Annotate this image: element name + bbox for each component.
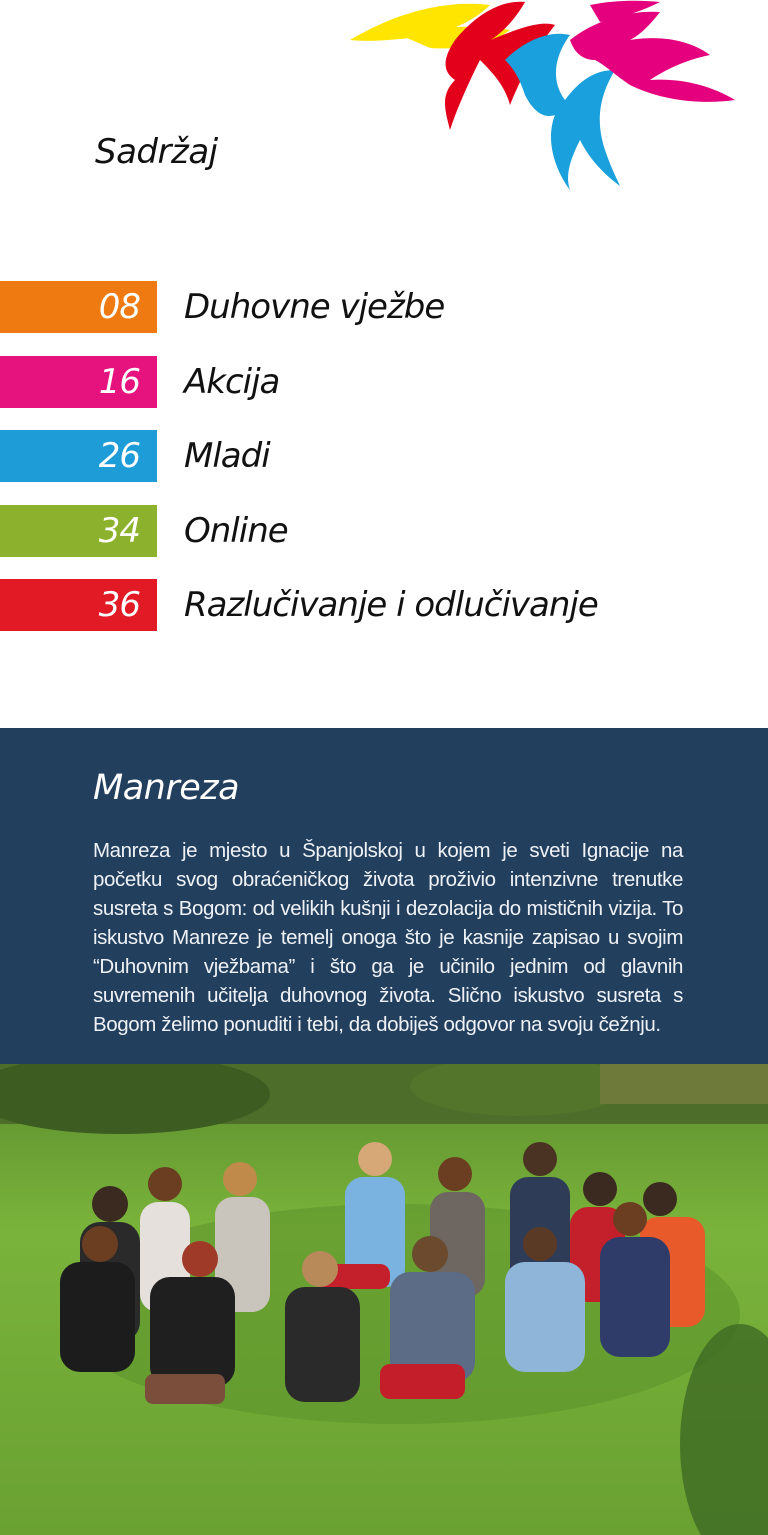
toc-label: Online [184,510,288,551]
toc-page-number: 08 [0,281,157,333]
toc-item[interactable] [0,505,768,557]
page-title: Sadržaj [95,132,218,172]
toc-item[interactable] [0,430,768,482]
toc-page-number: 26 [0,430,157,482]
manreza-heading: Manreza [93,768,240,808]
toc-label: Akcija [184,361,280,402]
toc-label: Mladi [184,436,270,476]
toc-item[interactable] [0,356,768,408]
flame-logo-icon [340,0,750,190]
toc-page-number: 16 [0,356,157,408]
group-photo [0,1064,768,1535]
toc-item[interactable] [0,579,768,631]
table-of-contents [0,281,768,654]
manreza-panel [0,728,768,1064]
manreza-body: Manreza je mjesto u Španjolskoj u kojem je sveti Ignacije na početku svog obraćeničkog života proživio intenzivne trenutke susreta s Bogom: od velikih kušnji i dezolacija do mističnih vizija. To iskustvo Manreze je temelj onoga što je kasnije zapisao u svojim “Duhovnim vježbama” i što ga je učinilo jednim od glavnih suvremenih učitelja duhovnog života. Slično iskustvo susreta s Bogom želimo ponuditi i tebi, da dobiješ odgovor na svoju čežnju. [93,839,683,1036]
toc-label: Razlučivanje i odlučivanje [184,585,598,625]
toc-item[interactable] [0,281,768,333]
toc-page-number: 36 [0,579,157,631]
toc-label: Duhovne vježbe [184,287,445,327]
toc-page-number: 34 [0,505,157,557]
